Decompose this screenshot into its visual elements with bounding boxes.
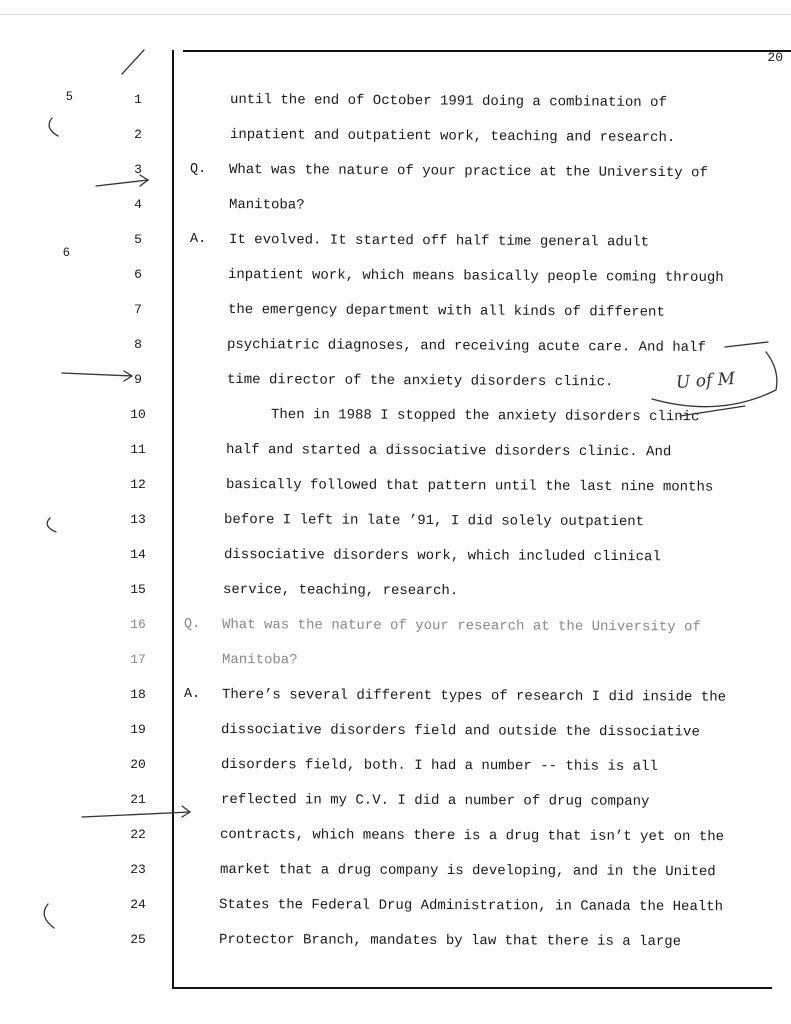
line-text: inpatient and outpatient work, teaching and research. [229,127,676,147]
arrow-icon-line-9 [62,371,132,381]
paren-mark-2 [47,518,56,532]
line-text: It evolved. It started off half time general adult [228,232,650,251]
line-text: the emergency department with all kinds of different [227,302,665,321]
line-text: market that a drug company is developing, and in the United [219,862,716,881]
line-text: What was the nature of your research at the University of [221,617,701,636]
line-number: 9 [134,372,142,387]
line-text: reflected in my C.V. I did a number of drug company [220,792,650,810]
line-number: 14 [130,547,146,562]
line-number: 8 [134,337,142,352]
paren-mark-3 [44,904,54,928]
line-number: 20 [130,757,146,772]
line-number: 6 [134,267,142,282]
line-text: contracts, which means there is a drug that isn’t yet on the [219,827,725,846]
line-text: disorders field, both. I had a number -- this is all [220,757,658,775]
arrow-icon-line-22 [82,806,190,817]
line-text: inpatient work, which means basically people coming through [227,267,724,287]
line-text: before I left in late ’91, I did solely outpatient [223,512,645,531]
line-text: service, teaching, research. [222,582,459,600]
margin-mark-5: 5 [66,89,73,103]
line-number: 7 [134,302,142,317]
strike-half [725,342,768,347]
paren-mark-1 [49,118,58,136]
line-number: 10 [130,407,146,422]
line-text: psychiatric diagnoses, and receiving acute care. And half [226,337,706,356]
line-text: States the Federal Drug Administration, in Canada the Health [218,897,724,916]
page-number: 20 [767,50,783,65]
line-text: basically followed that pattern until the last nine months [225,477,714,496]
line-text: There’s several different types of research I did inside the [221,687,727,706]
arrow-icon-line-3 [96,175,148,186]
line-text: Protector Branch, mandates by law that there is a large [218,932,682,951]
line-number: 11 [130,442,146,457]
handwritten-note: U of M [675,368,736,394]
line-number: 5 [134,232,142,247]
line-number: 2 [134,127,142,142]
slash-mark [122,50,144,74]
speaker-label: Q. [190,162,207,177]
line-number: 25 [130,932,146,947]
line-text: Manitoba? [228,197,305,214]
strike-clinic [680,406,745,416]
line-number: 22 [130,827,146,842]
line-number: 23 [130,862,146,877]
line-number: 24 [130,897,146,912]
line-number: 3 [134,162,142,177]
line-text: half and started a dissociative disorders clinic. And [225,442,672,461]
line-number: 16 [130,617,146,632]
line-number: 15 [130,582,146,597]
speaker-label: Q. [184,617,201,632]
line-text: dissociative disorders work, which included clinical [223,547,661,566]
line-text: What was the nature of your practice at the University of [228,162,708,182]
line-number: 21 [130,792,146,807]
margin-mark-6: 6 [63,245,70,259]
line-number: 4 [134,197,142,212]
line-number: 19 [130,722,146,737]
line-text: dissociative disorders field and outside the dissociative [220,722,700,741]
line-text: Manitoba? [221,652,298,669]
speaker-label: A. [184,687,201,702]
line-number: 1 [134,92,142,107]
speaker-label: A. [190,232,207,247]
line-text: until the end of October 1991 doing a combination of [229,92,667,112]
line-number: 18 [130,687,146,702]
line-text: time director of the anxiety disorders clinic. [226,372,614,391]
line-text: Then in 1988 I stopped the anxiety disorders clinic [270,407,700,426]
line-number: 17 [130,652,146,667]
line-number: 12 [130,477,146,492]
line-number: 13 [130,512,146,527]
